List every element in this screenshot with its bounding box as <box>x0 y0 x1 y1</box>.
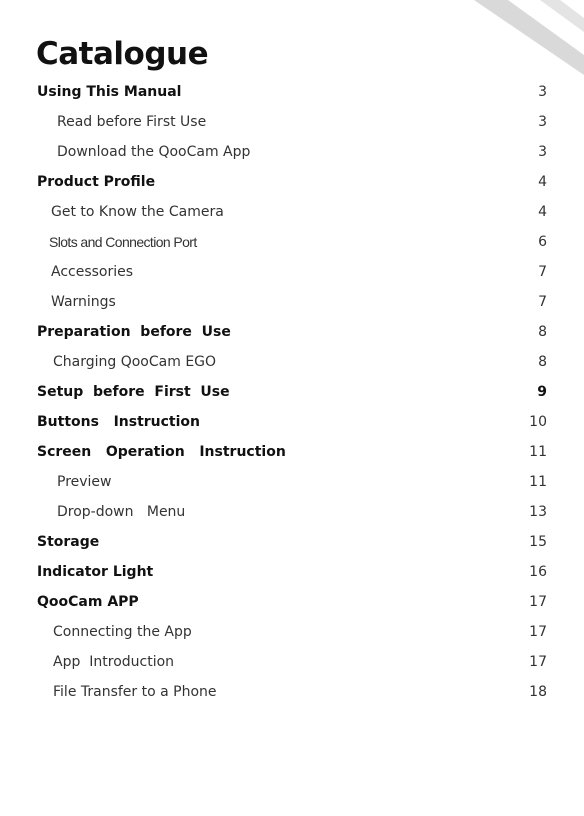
toc-entry-warnings[interactable] <box>0 287 584 317</box>
toc-entry-drop-down-menu[interactable] <box>0 497 584 527</box>
toc-entry-storage[interactable] <box>0 527 584 557</box>
toc-entry-page: 11 <box>529 444 547 460</box>
toc-entry-label: Download the QooCam App <box>57 144 251 160</box>
toc-entry-label: Screen Operation Instruction <box>37 444 286 460</box>
toc-entry-label: App Introduction <box>53 654 175 670</box>
toc-entry-app-introduction[interactable] <box>0 647 584 677</box>
toc-entry-page: 4 <box>538 204 547 220</box>
toc-entry-label: Accessories <box>51 264 134 280</box>
toc-entry-page: 7 <box>538 264 547 280</box>
toc-entry-page: 6 <box>538 234 547 250</box>
toc-entry-screen-operation-instruction[interactable] <box>0 437 584 467</box>
toc-entry-indicator-light[interactable] <box>0 557 584 587</box>
toc-entry-page: 16 <box>529 564 547 580</box>
toc-entry-page: 4 <box>538 174 547 190</box>
toc-entry-label: Preview <box>57 474 112 490</box>
toc-entry-setup-before-first-use[interactable] <box>0 377 584 407</box>
toc-entry-label: Connecting the App <box>53 624 192 640</box>
toc-entry-label: Warnings <box>51 294 116 310</box>
toc-entry-preparation-before-use[interactable] <box>0 317 584 347</box>
toc-entry-page: 13 <box>529 504 547 520</box>
toc-entry-product-profile[interactable] <box>0 167 584 197</box>
page-title: Catalogue <box>36 36 209 72</box>
toc-entry-label: Product Profile <box>37 174 156 190</box>
toc-entry-charging-qoocam-ego[interactable] <box>0 347 584 377</box>
toc-entry-page: 7 <box>538 294 547 310</box>
toc-entry-accessories[interactable] <box>0 257 584 287</box>
toc-entry-file-transfer-to-phone[interactable] <box>0 677 584 707</box>
toc-entry-get-to-know-camera[interactable] <box>0 197 584 227</box>
toc-entry-label: Setup before First Use <box>37 384 230 400</box>
toc-entry-label: Indicator Light <box>37 564 154 580</box>
toc-entry-page: 8 <box>538 324 547 340</box>
corner-stripes-decoration <box>464 0 584 75</box>
toc-entry-page: 11 <box>529 474 547 490</box>
toc-entry-page: 9 <box>537 384 547 400</box>
toc-entry-label: Get to Know the Camera <box>51 204 224 220</box>
toc-entry-page: 17 <box>529 594 547 610</box>
toc-entry-label: Charging QooCam EGO <box>53 354 217 370</box>
toc-entry-label: File Transfer to a Phone <box>53 684 217 700</box>
toc-entry-preview[interactable] <box>0 467 584 497</box>
toc-entry-using-this-manual[interactable] <box>0 77 584 107</box>
toc-entry-buttons-instruction[interactable] <box>0 407 584 437</box>
toc-entry-label: Buttons Instruction <box>37 414 201 430</box>
toc-entry-download-app[interactable] <box>0 137 584 167</box>
toc-entry-label: Slots and Connection Port <box>49 234 197 250</box>
toc-entry-page: 3 <box>538 144 547 160</box>
toc-entry-label: Preparation before Use <box>37 324 231 340</box>
toc-entry-read-before-first-use[interactable] <box>0 107 584 137</box>
toc-entry-page: 3 <box>538 84 547 100</box>
toc-entry-label: Using This Manual <box>37 84 182 100</box>
toc-entry-label: Read before First Use <box>57 114 207 130</box>
toc-entry-label: Drop-down Menu <box>57 504 186 520</box>
toc-entry-connecting-the-app[interactable] <box>0 617 584 647</box>
toc-entry-page: 18 <box>529 684 547 700</box>
toc-entry-page: 15 <box>529 534 547 550</box>
toc-entry-page: 3 <box>538 114 547 130</box>
toc-entry-slots-and-connection-port[interactable] <box>0 227 584 257</box>
toc-entry-page: 17 <box>529 624 547 640</box>
toc-entry-page: 17 <box>529 654 547 670</box>
toc-entry-label: QooCam APP <box>37 594 139 610</box>
toc-entry-page: 8 <box>538 354 547 370</box>
toc-entry-page: 10 <box>529 414 547 430</box>
table-of-contents <box>0 77 584 707</box>
toc-entry-label: Storage <box>37 534 100 550</box>
toc-entry-qoocam-app[interactable] <box>0 587 584 617</box>
